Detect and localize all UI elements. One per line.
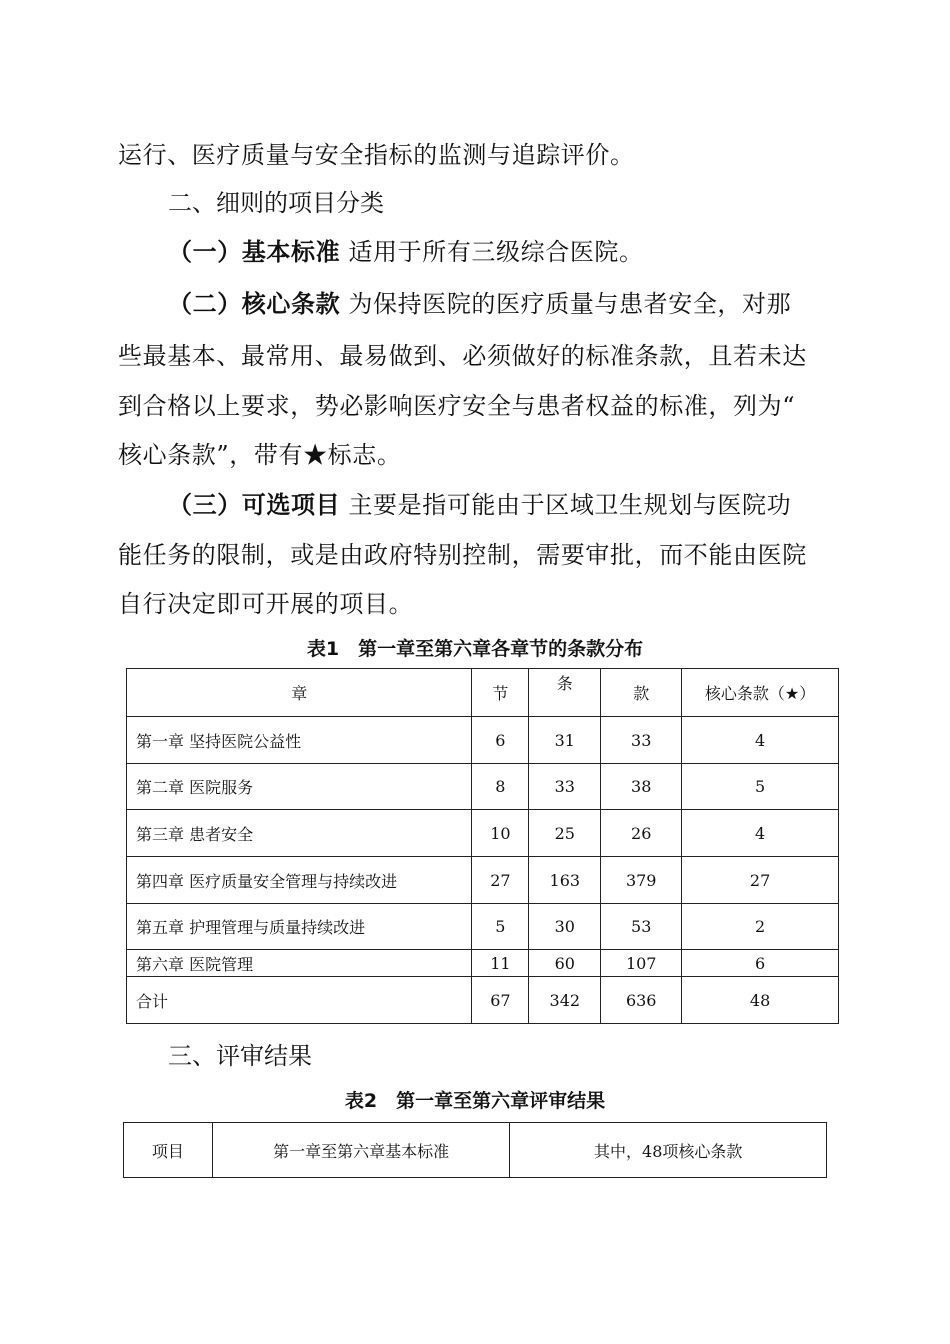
section-count: 6 — [472, 717, 529, 764]
section-count: 10 — [472, 810, 529, 857]
clause-count: 38 — [601, 764, 682, 810]
article-count: 163 — [529, 857, 601, 904]
item-2-line-3: 到合格以上要求，势必影响医疗安全与患者权益的标准，列为“ — [118, 392, 796, 420]
total-clauses: 636 — [601, 977, 682, 1024]
table-2-caption: 表2 第一章至第六章评审结果 — [344, 1090, 606, 1112]
item-1 — [168, 232, 644, 267]
section-count: 27 — [472, 857, 529, 904]
clause-count: 33 — [601, 717, 682, 764]
item-2-text: 为保持医院的医疗质量与患者安全，对那 — [348, 290, 792, 318]
item-2-line-4: 核心条款”，带有★标志。 — [118, 441, 402, 469]
core-clause-count: 27 — [682, 857, 839, 904]
total-core-clauses: 48 — [682, 977, 839, 1024]
total-articles: 342 — [529, 977, 601, 1024]
table-row — [127, 950, 839, 977]
total-sections: 67 — [472, 977, 529, 1024]
table-1 — [126, 668, 839, 1024]
header-section: 节 — [472, 669, 529, 717]
item-3-text: 主要是指可能由于区域卫生规划与医院功 — [348, 491, 792, 519]
clause-count: 107 — [601, 950, 682, 977]
article-count: 25 — [529, 810, 601, 857]
item-3-line-3: 自行决定即可开展的项目。 — [118, 590, 414, 618]
article-count: 60 — [529, 950, 601, 977]
item-3-line-2: 能任务的限制，或是由政府特别控制，需要审批，而不能由医院 — [118, 541, 807, 569]
paragraph-continuation: 运行、医疗质量与安全指标的监测与追踪评价。 — [118, 141, 635, 169]
header-clause: 款 — [601, 669, 682, 717]
section-count: 8 — [472, 764, 529, 810]
item-2-first-line — [168, 284, 791, 319]
core-clause-count: 2 — [682, 904, 839, 950]
table-row — [127, 904, 839, 950]
clause-count: 53 — [601, 904, 682, 950]
project-label: 项目 — [124, 1123, 213, 1178]
table-1-header-row — [127, 669, 839, 717]
chapter-name: 第一章 坚持医院公益性 — [127, 717, 472, 764]
item-1-label: （一）基本标准 — [168, 238, 341, 266]
clause-count: 26 — [601, 810, 682, 857]
section-count: 11 — [472, 950, 529, 977]
chapter-name: 第三章 患者安全 — [127, 810, 472, 857]
chapter-name: 第二章 医院服务 — [127, 764, 472, 810]
item-1-text: 适用于所有三级综合医院。 — [348, 238, 644, 266]
table-row — [127, 717, 839, 764]
table-2 — [123, 1122, 827, 1178]
core-clause-count: 4 — [682, 810, 839, 857]
basic-standard-label: 第一章至第六章基本标准 — [212, 1123, 510, 1178]
table-row — [127, 764, 839, 810]
table-2-row — [124, 1123, 827, 1178]
chapter-name: 第四章 医疗质量安全管理与持续改进 — [127, 857, 472, 904]
article-count: 31 — [529, 717, 601, 764]
item-3-first-line — [168, 485, 791, 520]
total-label: 合计 — [127, 977, 472, 1024]
core-clause-count: 5 — [682, 764, 839, 810]
core-clause-count: 6 — [682, 950, 839, 977]
chapter-name: 第五章 护理管理与质量持续改进 — [127, 904, 472, 950]
article-count: 30 — [529, 904, 601, 950]
header-article: 条 — [529, 669, 601, 717]
table-total-row — [127, 977, 839, 1024]
table-row — [127, 810, 839, 857]
item-3-label: （三）可选项目 — [168, 491, 341, 519]
article-count: 33 — [529, 764, 601, 810]
table-1-caption: 表1 第一章至第六章各章节的条款分布 — [306, 638, 644, 660]
core-clause-label: 其中，48项核心条款 — [510, 1123, 827, 1178]
section-heading-2: 二、细则的项目分类 — [168, 189, 384, 217]
chapter-name: 第六章 医院管理 — [127, 950, 472, 977]
clause-count: 379 — [601, 857, 682, 904]
section-heading-3: 三、评审结果 — [168, 1042, 312, 1070]
header-chapter: 章 — [127, 669, 472, 717]
core-clause-count: 4 — [682, 717, 839, 764]
table-row — [127, 857, 839, 904]
section-count: 5 — [472, 904, 529, 950]
item-2-label: （二）核心条款 — [168, 290, 341, 318]
header-core-clause: 核心条款（★） — [682, 669, 839, 717]
item-2-line-2: 些最基本、最常用、最易做到、必须做好的标准条款，且若未达 — [118, 342, 807, 370]
